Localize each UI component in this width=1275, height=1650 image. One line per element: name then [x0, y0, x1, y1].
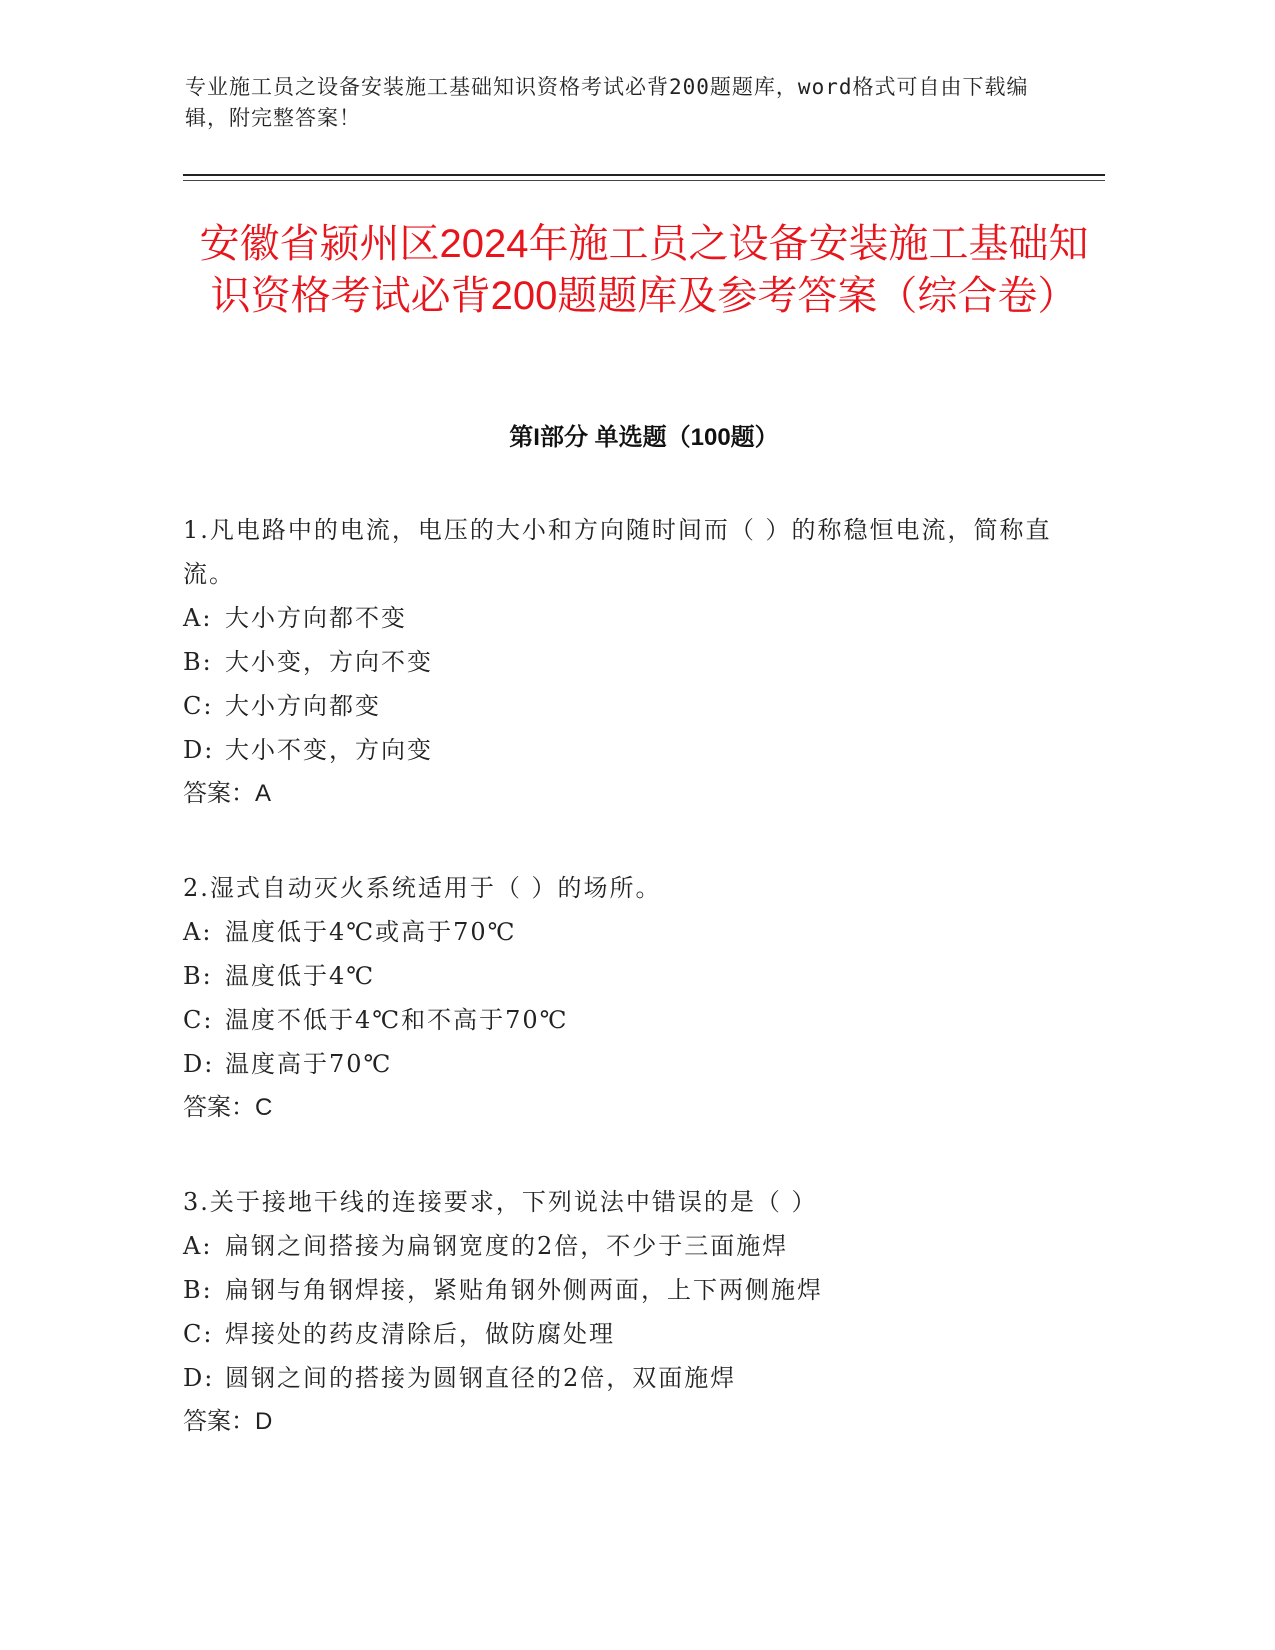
option-text: 圆钢之间的搭接为圆钢直径的2倍，双面施焊 [225, 1364, 737, 1392]
option-key: B: [183, 962, 213, 990]
header-note: 专业施工员之设备安装施工基础知识资格考试必背200题题库，word格式可自由下载编辑，附完整答案！ [185, 75, 1029, 130]
option-key: A: [183, 1232, 213, 1260]
header-divider-thick [183, 174, 1105, 176]
option-text: 大小方向都变 [225, 692, 381, 720]
option-key: A: [183, 604, 213, 632]
question-list [183, 508, 1063, 1494]
option-text: 大小方向都不变 [225, 604, 407, 632]
answer-value: C [255, 1094, 273, 1121]
option-d [183, 1356, 1063, 1400]
question-3 [183, 1180, 1063, 1444]
answer-label: 答案： [183, 1094, 255, 1121]
option-text: 焊接处的药皮清除后，做防腐处理 [225, 1320, 615, 1348]
option-key: D: [183, 1050, 215, 1078]
question-stem: 2.湿式自动灭火系统适用于（ ）的场所。 [183, 874, 662, 902]
option-text: 大小变，方向不变 [225, 648, 433, 676]
option-b [183, 1268, 1063, 1312]
question-stem: 1.凡电路中的电流，电压的大小和方向随时间而（ ）的称稳恒电流，简称直流。 [183, 516, 1052, 588]
section-heading: 第I部分 单选题（100题） [509, 424, 779, 451]
option-c [183, 684, 1063, 728]
answer-value: A [255, 780, 272, 807]
answer-label: 答案： [183, 780, 255, 807]
option-text: 扁钢与角钢焊接，紧贴角钢外侧两面，上下两侧施焊 [225, 1276, 823, 1304]
option-d [183, 728, 1063, 772]
option-a [183, 1224, 1063, 1268]
document-title: 安徽省颍州区2024年施工员之设备安装施工基础知识资格考试必背200题题库及参考答案（综合卷） [199, 222, 1089, 318]
option-text: 温度低于4℃ [225, 962, 376, 990]
question-2 [183, 866, 1063, 1130]
question-1 [183, 508, 1063, 816]
option-text: 大小不变，方向变 [225, 736, 433, 764]
option-c [183, 998, 1063, 1042]
option-text: 扁钢之间搭接为扁钢宽度的2倍，不少于三面施焊 [225, 1232, 789, 1260]
option-key: D: [183, 1364, 215, 1392]
option-b [183, 640, 1063, 684]
answer-line [183, 1400, 1063, 1444]
header-divider-thin [183, 180, 1105, 181]
option-key: C: [183, 692, 214, 720]
answer-value: D [255, 1408, 273, 1435]
answer-line [183, 772, 1063, 816]
option-text: 温度不低于4℃和不高于70℃ [225, 1006, 569, 1034]
option-key: C: [183, 1006, 214, 1034]
option-c [183, 1312, 1063, 1356]
answer-line [183, 1086, 1063, 1130]
option-d [183, 1042, 1063, 1086]
option-text: 温度高于70℃ [225, 1050, 393, 1078]
question-stem: 3.关于接地干线的连接要求，下列说法中错误的是（ ） [183, 1188, 818, 1216]
option-text: 温度低于4℃或高于70℃ [225, 918, 517, 946]
answer-label: 答案： [183, 1408, 255, 1435]
option-key: B: [183, 1276, 213, 1304]
option-key: A: [183, 918, 213, 946]
option-key: C: [183, 1320, 214, 1348]
option-b [183, 954, 1063, 998]
option-a [183, 596, 1063, 640]
option-a [183, 910, 1063, 954]
option-key: D: [183, 736, 215, 764]
option-key: B: [183, 648, 213, 676]
